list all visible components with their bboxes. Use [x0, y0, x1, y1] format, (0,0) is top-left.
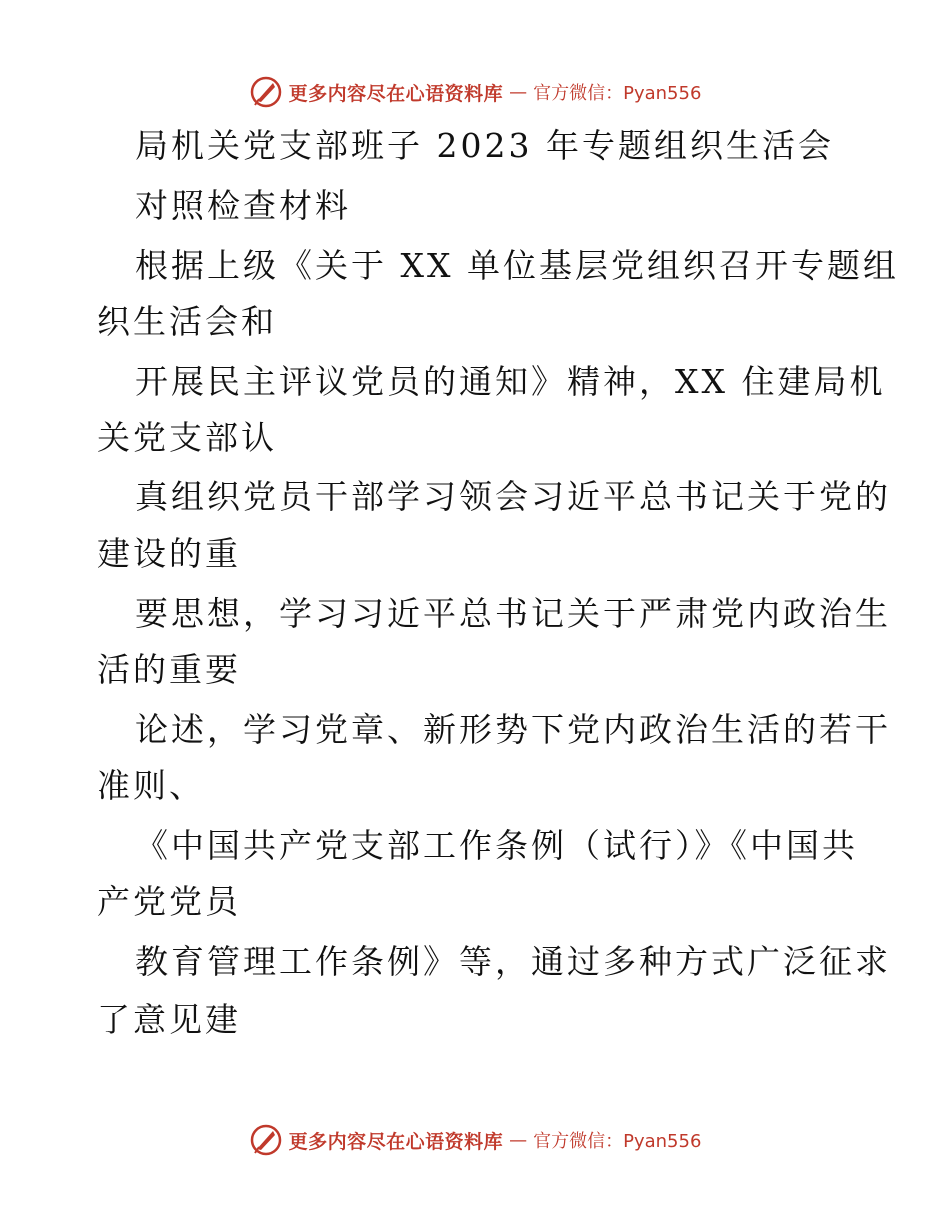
- paragraph-line: 论述，学习党章、新形势下党内政治生活的若干: [135, 710, 891, 749]
- paragraph-line: 产党党员: [97, 882, 241, 921]
- paragraph-line: 要思想，学习习近平总书记关于严肃党内政治生: [135, 594, 891, 633]
- paragraph-line: 根据上级《关于 XX 单位基层党组织召开专题组: [135, 246, 899, 285]
- watermark-dash: —: [509, 81, 528, 103]
- header-watermark: [0, 72, 950, 112]
- paragraph-line: 建设的重: [97, 534, 241, 573]
- paragraph-line: 织生活会和: [97, 302, 277, 341]
- paragraph-line: 准则、: [97, 766, 205, 805]
- watermark-text: 更多内容尽在心语资料库: [288, 82, 504, 105]
- paragraph-line: 关党支部认: [97, 418, 277, 457]
- watermark-official-wechat: 官方微信：Pyan556: [533, 83, 702, 104]
- paragraph-line: 教育管理工作条例》等，通过多种方式广泛征求: [135, 942, 891, 981]
- paragraph-line: 了意见建: [97, 1000, 241, 1039]
- paragraph-line: 开展民主评议党员的通知》精神，XX 住建局机: [135, 362, 886, 401]
- footer-watermark: [0, 1120, 950, 1160]
- paragraph-line: 活的重要: [97, 650, 241, 689]
- paragraph-line: 《中国共产党支部工作条例（试行）》《中国共: [135, 826, 858, 865]
- paragraph-line: 真组织党员干部学习领会习近平总书记关于党的: [135, 477, 891, 516]
- quill-logo-icon: [249, 75, 283, 109]
- quill-logo-icon: [249, 1123, 283, 1157]
- document-subtitle: 对照检查材料: [135, 186, 351, 225]
- watermark-official-wechat: 官方微信：Pyan556: [533, 1131, 702, 1152]
- watermark-text: 更多内容尽在心语资料库: [288, 1130, 504, 1153]
- document-title: 局机关党支部班子 2023 年专题组织生活会: [135, 126, 834, 165]
- watermark-dash: —: [509, 1129, 528, 1151]
